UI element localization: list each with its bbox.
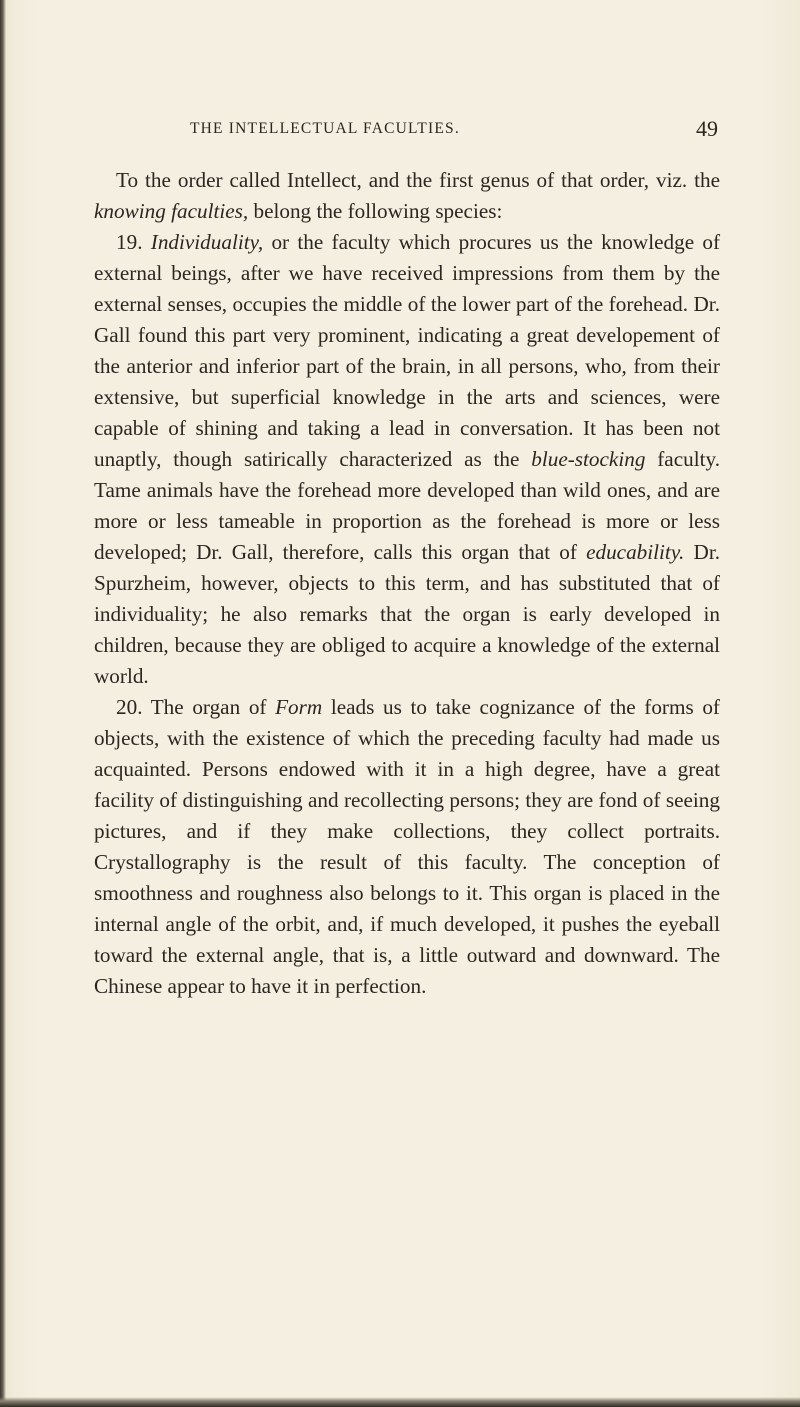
intro-rest: belong the following species: [248,199,503,223]
term-form: Form [275,695,323,719]
paragraph-intro [94,165,720,227]
term-individuality: Individuality, [150,230,264,254]
form-text-2: leads us to take cognizance of the forms of objects, with the existence of which the preceding faculty had made us acquainted. Persons endowed with it in a high degree, have a great facility of distinguishing and recollecting persons; they are fond of seeing pictures, and if they make collections, they collect portraits. Crystallography is the result of this faculty. The conception of smoothness and roughness also belongs to it. This organ is placed in the internal angle of the orbit, and, if much developed, it pushes the eyeball toward the external angle, that is, a little outward and downward. The Chinese appear to have it in perfection. [94,695,720,998]
page-bottom-edge-shadow [0,1397,800,1407]
individuality-text-1: or the faculty which procures us the knowledge of external beings, after we have received impressions from them by the external senses, occupies the middle of the lower part of the forehead. Dr. Gall found this part very prominent, indicating a great developement of the anterior and inferior part of the brain, in all persons, who, from their extensive, but superficial knowledge in the arts and sciences, were capable of shining and taking a lead in conversation. It has been not unaptly, though satirically characterized as the [94,230,721,471]
paragraph-form [94,692,720,1002]
term-educability: educability. [586,540,685,564]
paragraph-individuality [94,227,720,692]
individuality-text-2: faculty. Tame animals have the forehead more developed than wild ones, and are more or less tameable in proportion as the forehead is more or less developed; Dr. Gall, therefore, calls this organ that of [94,447,720,564]
page-number: 49 [696,116,718,141]
individuality-text-3: Dr. Spurzheim, however, objects to this term, and has substituted that of individuality; he also remarks that the organ is early developed in children, because they are obliged to acquire a knowledge of the external world. [94,540,720,688]
section-number-19: 19. [116,230,143,254]
section-number-20: 20. [116,695,143,719]
form-text-1: The organ of [142,695,276,719]
running-title: THE INTELLECTUAL FACULTIES. [190,120,460,137]
page-left-edge-shadow [0,0,6,1407]
intro-italic: knowing faculties, [94,199,249,223]
intro-text: To the order called Intellect, and the first genus of that order, viz. the [116,168,720,192]
term-blue-stocking: blue-stocking [531,447,646,471]
body-text [94,165,720,1002]
page-header [90,116,730,156]
